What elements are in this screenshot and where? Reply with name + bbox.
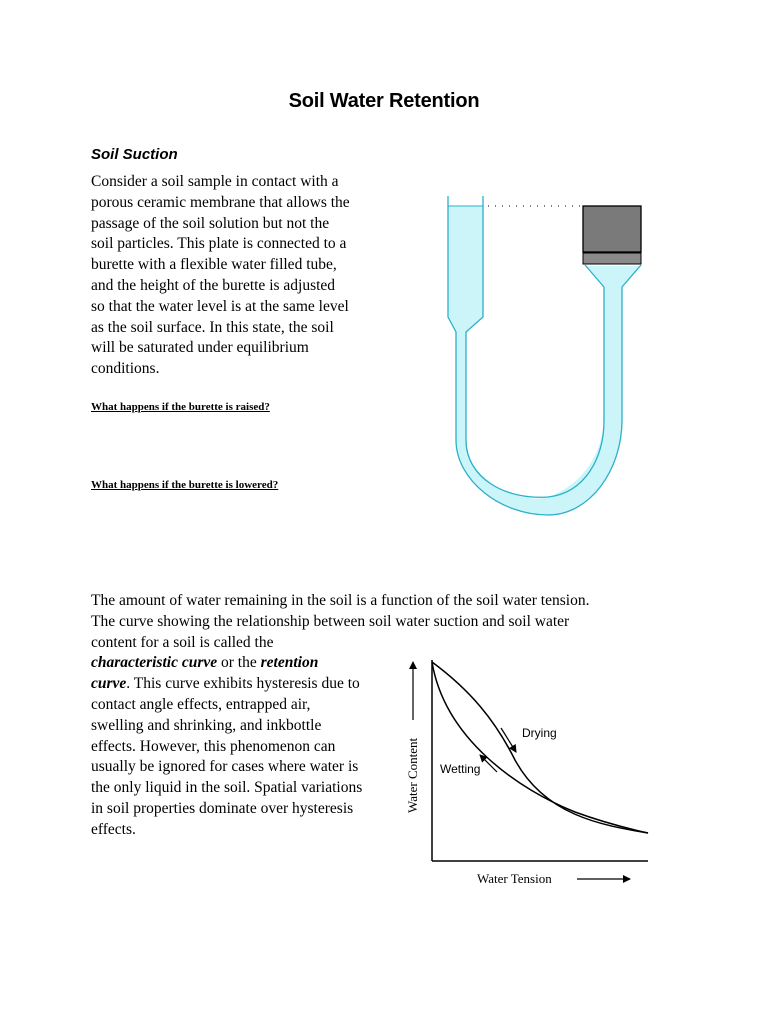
drying-label: Drying xyxy=(522,726,557,740)
wetting-label: Wetting xyxy=(440,762,481,776)
term-curve: curve xyxy=(91,675,127,693)
section-heading: Soil Suction xyxy=(91,146,178,163)
paragraph-line: effects. xyxy=(91,820,136,838)
paragraph-line: soil particles. This plate is connected to a xyxy=(91,235,347,253)
paragraph-line: effects. However, this phenomenon can xyxy=(91,737,336,755)
question-burette-raised: What happens if the burette is raised? xyxy=(91,401,270,413)
paragraph-line: will be saturated under equilibrium xyxy=(91,339,309,357)
paragraph-line: Consider a soil sample in contact with a xyxy=(91,173,339,190)
x-axis-label: Water Tension xyxy=(477,871,552,886)
paragraph-line: passage of the soil solution but not the xyxy=(91,214,330,232)
paragraph-line: and the height of the burette is adjusted xyxy=(91,276,336,294)
paragraph-line: The amount of water remaining in the soil is a function of the soil water tension. xyxy=(91,592,590,609)
paragraph-line: conditions. xyxy=(91,360,160,378)
paragraph-line: contact angle effects, entrapped air, xyxy=(91,695,311,713)
paragraph-text: . This curve exhibits hysteresis due to xyxy=(126,675,360,693)
y-axis-label: Water Content xyxy=(405,737,420,813)
term-connector: or the xyxy=(217,654,261,672)
paragraph-line: The curve showing the relationship between soil water suction and soil water xyxy=(91,612,570,630)
wetting-curve xyxy=(432,662,648,833)
paragraph-line: burette with a flexible water filled tube, xyxy=(91,256,337,274)
paragraph-line: in soil properties dominate over hysteresis xyxy=(91,799,354,817)
term-characteristic-curve: characteristic curve xyxy=(91,654,218,672)
question-burette-lowered: What happens if the burette is lowered? xyxy=(91,479,279,491)
paragraph-line: content for a soil is called the xyxy=(91,633,274,651)
paragraph-line: the only liquid in the soil. Spatial variations xyxy=(91,779,363,797)
paragraph-line: as the soil surface. In this state, the soil xyxy=(91,318,334,336)
page-title: Soil Water Retention xyxy=(288,90,480,112)
drying-curve xyxy=(432,662,648,833)
paragraph-line: so that the water level is at the same level xyxy=(91,297,349,315)
term-retention: retention xyxy=(260,654,319,672)
paragraph-line: porous ceramic membrane that allows the xyxy=(91,193,350,211)
paragraph-line: usually be ignored for cases where water is xyxy=(91,758,359,776)
paragraph-line: swelling and shrinking, and inkbottle xyxy=(91,716,322,734)
